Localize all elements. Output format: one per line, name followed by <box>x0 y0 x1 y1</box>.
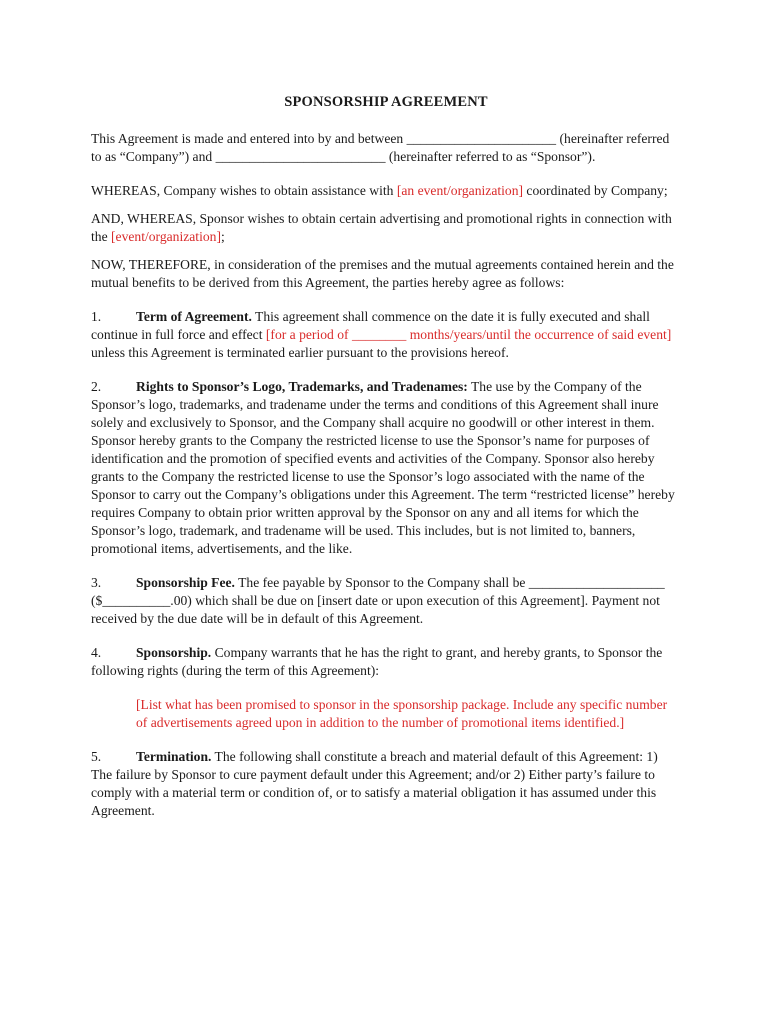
section-heading: Sponsorship. <box>136 645 212 660</box>
section-heading: Rights to Sponsor’s Logo, Trademarks, and Tradenames: <box>136 379 468 394</box>
section-text: The use by the Company of the Sponsor’s logo, trademarks, and tradename under the terms and conditions of this Agreement shall inure solely and exclusively to Sponsor, and the Company shall acquire no goodwill or other interest in them. Sponsor hereby grants to the Company the restricted license to use the Sponsor’s name for purposes of identification and the promotion of specified events and activities of the Company. Sponsor also hereby grants to the Company the restricted license to use the Sponsor’s logo associated with the name of the Sponsor to carry out the Company’s obligations under this Agreement. The term “restricted license” hereby requires Company to obtain prior written approval by the Sponsor on any and all items for which the Sponsor’s logo, trademark, and tradename will be used. This includes, but is not limited to, banners, promotional items, advertisements, and the like. <box>91 379 675 556</box>
whereas2-text-pre: AND, WHEREAS, Sponsor wishes to obtain certain advertising and promotional rights in connection with the <box>91 211 672 244</box>
section-heading: Term of Agreement. <box>136 309 252 324</box>
section-heading: Sponsorship Fee. <box>136 575 235 590</box>
section-number: 1. <box>91 309 102 324</box>
section-text: The fee payable by Sponsor to the Company shall be ____________________ ($__________.00) which shall be due on [insert date or upon execution of this Agreement]. Payment not received by the due date will be in default of this Agreement. <box>91 575 665 626</box>
section-sponsorship-fee <box>91 574 681 628</box>
section-text-post: unless this Agreement is terminated earlier pursuant to the provisions hereof. <box>91 345 509 360</box>
section-number: 3. <box>91 575 102 590</box>
section-number: 2. <box>91 379 102 394</box>
term-placeholder: [for a period of ________ months/years/until the occurrence of said event] <box>265 327 672 342</box>
section-term-of-agreement <box>91 308 681 362</box>
document-page <box>91 93 681 820</box>
whereas-paragraph-1 <box>91 182 681 200</box>
therefore-paragraph: NOW, THEREFORE, in consideration of the premises and the mutual agreements contained herein and the mutual benefits to be derived from this Agreement, the parties hereby agree as follows: <box>91 257 674 290</box>
section-text: Company warrants that he has the right to grant, and hereby grants, to Sponsor the following rights (during the term of this Agreement): <box>91 645 663 678</box>
section-number: 5. <box>91 749 102 764</box>
section-rights-to-logo <box>91 378 681 558</box>
section-heading: Termination. <box>136 749 212 764</box>
sponsorship-package-note: [List what has been promised to sponsor in the sponsorship package. Include any specific number of advertisements agreed upon in addition to the number of promotional items identified.] <box>136 697 668 730</box>
intro-paragraph: This Agreement is made and entered into by and between ______________________ (hereinafter referred to as “Company”) and _________________________ (hereinafter referred to as “Sponsor”). <box>91 131 670 164</box>
whereas2-text-post: ; <box>220 229 225 244</box>
section-number: 4. <box>91 645 102 660</box>
whereas1-placeholder: [an event/organization] <box>396 183 524 198</box>
whereas2-placeholder: [event/organization] <box>111 229 221 244</box>
whereas1-text-post: coordinated by Company; <box>523 183 668 198</box>
whereas-paragraph-2 <box>91 210 681 246</box>
section-text-pre: This agreement shall commence on the date it is fully executed and shall continue in full force and effect <box>91 309 650 342</box>
section-text: The following shall constitute a breach and material default of this Agreement: 1) The failure by Sponsor to cure payment default under this Agreement; and/or 2) Either party’s failure to comply with a material term or condition of, or to satisfy a material obligation it has assumed under this Agreement. <box>91 749 658 818</box>
whereas1-text-pre: WHEREAS, Company wishes to obtain assistance with <box>91 183 397 198</box>
section-termination <box>91 748 681 820</box>
document-title: SPONSORSHIP AGREEMENT <box>284 94 488 110</box>
section-sponsorship <box>91 644 681 680</box>
